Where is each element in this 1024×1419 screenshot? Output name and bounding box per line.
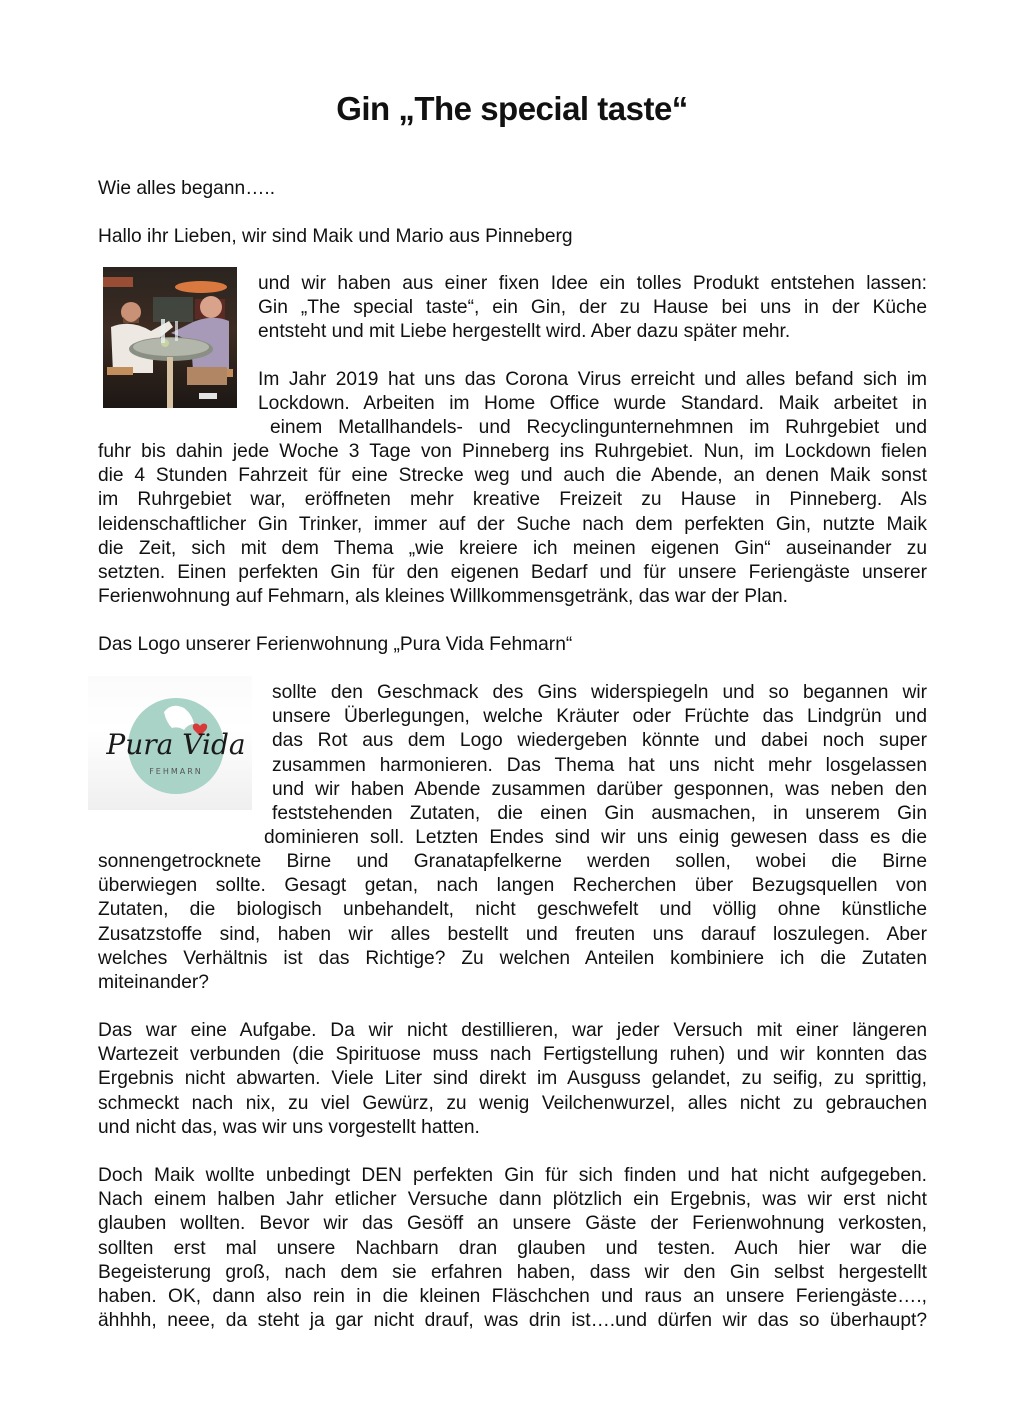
paragraph-lockdown-b: einem Metallhandels- und Recyclingunternehmnen im Ruhrgebiet und — [270, 417, 927, 438]
page-title: Gin „The special taste“ — [336, 90, 688, 127]
paragraph-logo-a: sollte den Geschmack des Gins widerspiegeln und so begannen wir unsere Überlegungen, welche Kräuter oder Früchte das Lindgrün und das Rot aus dem Logo wiedergeben könnte und dabei noch super zusammen harmonieren. Das Thema hat uns nicht mehr losgelassen und wir haben Abende zusammen darüber gesponnen, was neben den feststehenden Zutaten, die einen Gin ausmachen, in unserem Gin — [272, 682, 927, 825]
photo-illustration-icon — [103, 267, 237, 408]
intro-heading: Wie alles begann….. — [98, 178, 276, 199]
logo-subtitle: FEHMARN — [149, 767, 203, 776]
paragraph-lockdown-a: Im Jahr 2019 hat uns das Corona Virus erreicht und alles befand sich im Lockdown. Arbeiten im Home Office wurde Standard. Maik arbeitet in — [258, 369, 927, 415]
logo-caption: Das Logo unserer Ferienwohnung „Pura Vida Fehmarn“ — [98, 634, 573, 655]
paragraph-task: Das war eine Aufgabe. Da wir nicht destillieren, war jeder Versuch mit einer längeren Wartezeit verbunden (die Spirituose muss nach Fertigstellung ruhen) und wir konnten das Ergebnis nicht abwarten. Viele Liter sind direkt im Ausguss gelandet, zu seifig, zu sprittig, schmeckt nach nix, zu viel Gewürz, zu wenig Veilchenwurzel, alles nicht zu gebrauchen und nicht das, was wir uns vorgestellt hatten. — [98, 1020, 927, 1138]
paragraph-result: Doch Maik wollte unbedingt DEN perfekten Gin für sich finden und hat nicht aufgegeben. Nach einem halben Jahr etlicher Versuche dann plötzlich ein Ergebnis, was wir erst nicht glauben wollten. Bevor wir das Gesöff an unsere Gäste der Ferienwohnung verkosten, sollten erst mal unsere Nachbarn dran glauben und testen. Auch hier war die Begeisterung groß, nach dem sie erfahren haben, dass wir den Gin selbst hergestellt haben. OK, dann also rein in die kleinen Fläschchen und raus an unsere Feriengäste…., ähhhh, neee, da steht ja gar nicht drauf, was drin ist….und dürfen wir das so überhaupt? — [98, 1165, 927, 1332]
paragraph-logo-b: dominieren soll. Letzten Endes sind wir uns einig gewesen dass es die — [264, 827, 927, 848]
paragraph-intro: und wir haben aus einer fixen Idee ein tolles Produkt entstehen lassen: Gin „The special taste“, ein Gin, der zu Hause bei uns in der Küche entsteht und mit Liebe hergestellt wird. Aber dazu später mehr. — [258, 273, 927, 343]
logo-script-text: Pura Vida — [106, 728, 246, 761]
founders-photo — [103, 267, 237, 408]
pura-vida-logo — [88, 676, 252, 810]
logo-graphic-icon — [88, 676, 252, 810]
paragraph-lockdown-c: fuhr bis dahin jede Woche 3 Tage von Pinneberg ins Ruhrgebiet. Nun, im Lockdown fielen die 4 Stunden Fahrzeit für eine Strecke weg und auch die Abende, an denen Maik sonst im Ruhrgebiet war, eröffneten mehr kreative Freizeit zu Hause in Pinneberg. Als leidenschaftlicher Gin Trinker, immer auf der Suche nach dem perfekten Gin, nutzte Maik die Zeit, sich mit dem Thema „wie kreiere ich meinen eigenen Gin“ auseinander zu setzten. Einen perfekten Gin für den eigenen Bedarf und für unsere Feriengäste unserer Ferienwohnung auf Fehmarn, als kleines Willkommensgetränk, das war der Plan. — [98, 441, 927, 608]
paragraph-logo-c: sonnengetrocknete Birne und Granatapfelkerne werden sollen, wobei die Birne überwiegen sollte. Gesagt getan, nach langen Recherchen über Bezugsquellen von Zutaten, die biologisch unbehandelt, nicht geschwefelt und völlig ohne künstliche Zusatzstoffe sind, haben wir alles bestellt und freuten uns darauf loszulegen. Aber welches Verhältnis ist das Richtige? Zu welchen Anteilen kombiniere ich die Zutaten miteinander? — [98, 851, 927, 994]
greeting-line: Hallo ihr Lieben, wir sind Maik und Mario aus Pinneberg — [98, 226, 573, 247]
